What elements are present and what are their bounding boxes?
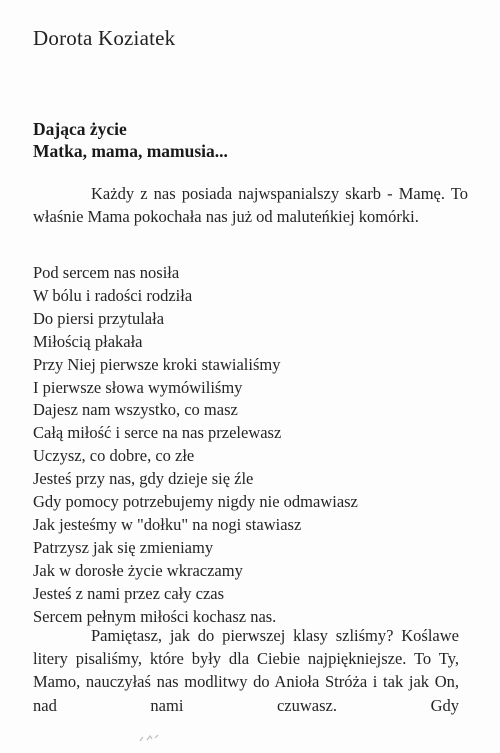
poem-line: I pierwsze słowa wymówiliśmy <box>33 377 243 397</box>
closing-paragraph: Pamiętasz, jak do pierwszej klasy szliśmy? Koślawe litery pisaliśmy, które były dla Ciebie najpiękniejsze. To Ty, Mamo, nauczyłaś nas modlitwy do Anioła Stróża i tak jak On, nad nami czuwasz. Gdy <box>33 626 459 715</box>
poem-line: Patrzysz jak się zmieniamy <box>33 537 214 557</box>
poem-line: Przy Niej pierwsze kroki stawialiśmy <box>33 354 281 374</box>
title-line-2: Matka, mama, mamusia... <box>33 141 228 161</box>
poem-line: Jesteś przy nas, gdy dzieje się źle <box>33 469 254 489</box>
poem-line: Gdy pomocy potrzebujemy nigdy nie odmawiasz <box>33 492 358 512</box>
poem-line: Uczysz, co dobre, co złe <box>33 446 195 466</box>
poem-line: Dajesz nam wszystko, co masz <box>33 400 238 420</box>
poem-line: Jak jesteśmy w "dołku" na nogi stawiasz <box>33 514 302 534</box>
poem-line: Do piersi przytulała <box>33 308 165 328</box>
poem-line: Sercem pełnym miłości kochasz nas. <box>33 606 277 626</box>
intro-paragraph: Każdy z nas posiada najwspanialszy skarb - Mamę. To właśnie Mama pokochała nas już od maluteńkiej komórki. <box>33 184 468 226</box>
scan-speck-mark <box>138 733 160 743</box>
author-name: Dorota Koziatek <box>33 26 176 50</box>
poem-line: Jak w dorosłe życie wkraczamy <box>33 560 243 580</box>
poem-stanza <box>33 262 358 629</box>
poem-line: W bólu i radości rodziła <box>33 285 193 305</box>
poem-line: Całą miłość i serce na nas przelewasz <box>33 423 282 443</box>
poem-line: Jesteś z nami przez cały czas <box>33 583 225 603</box>
poem-title <box>33 118 228 162</box>
poem-line: Miłością płakała <box>33 331 143 351</box>
title-line-1: Dająca życie <box>33 119 127 139</box>
poem-line: Pod sercem nas nosiła <box>33 263 180 282</box>
